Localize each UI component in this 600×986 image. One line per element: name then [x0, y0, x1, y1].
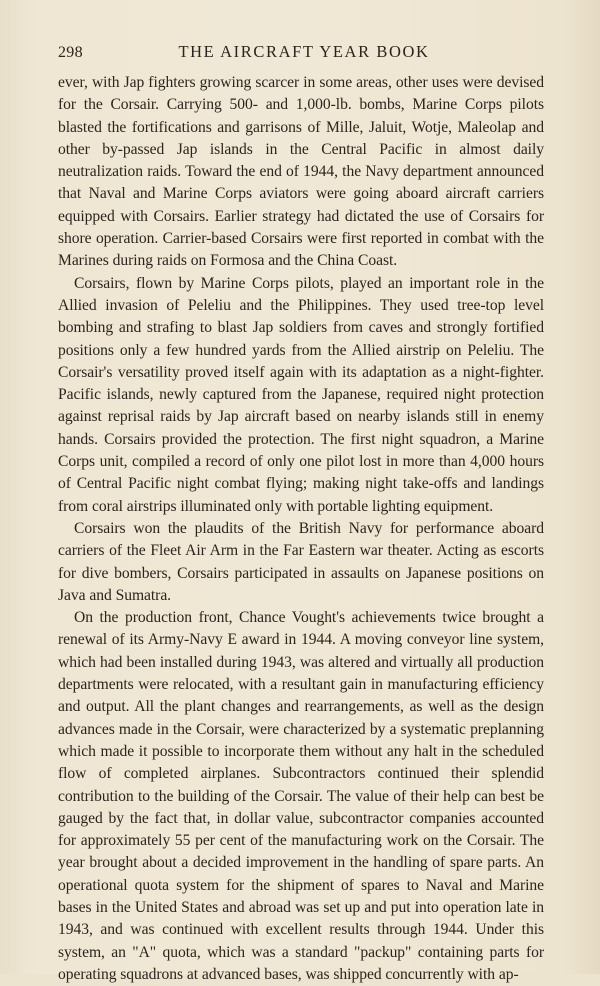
paragraph-british-navy: Corsairs won the plaudits of the British Navy for performance aboard carriers of the Fleet Air Arm in the Far Eastern war theater. Acting as escorts for dive bombers, Corsairs participated in assaults on Japanese positions on Java and Sumatra.: [58, 519, 544, 604]
paragraph-peleliu: Corsairs, flown by Marine Corps pilots, played an important role in the Allied invasion of Peleliu and the Philippines. They used tree-top level bombing and strafing to blast Jap soldiers from caves and strongly fortified positions only a few hundred yards from the Allied airstrip on Peleliu. The Corsair's versatility proved itself again with its adaptation as a night-fighter. Pacific islands, newly captured from the Japanese, required night protection against reprisal raids by Jap aircraft based on nearby islands still in enemy hands. Corsairs provided the protection. The first night squadron, a Marine Corps unit, compiled a record of only one pilot lost in more than 4,000 hours of Central Pacific night combat flying; making night take-offs and landings from coral airstrips illuminated only with portable lighting equipment.: [58, 274, 544, 515]
paragraph-production: On the production front, Chance Vought's achievements twice brought a renewal of its Army-Navy E award in 1944. A moving conveyor line system, which had been installed during 1943, was altered and virtually all production departments were relocated, with a resultant gain in manufacturing efficiency and output. All the plant changes and rearrangements, as well as the design advances made in the Corsair, were characterized by a systematic preplanning which made it possible to incorporate them without any halt in the scheduled flow of completed airplanes. Subcontractors continued their splendid contribution to the building of the Corsair. The value of their help can best be gauged by the fact that, in dollar value, subcontractor companies accounted for approximately 55 per cent of the manufacturing work on the Corsair. The year brought about a decided improvement in the handling of spare parts. An operational quota system for the shipment of spares to Naval and Marine bases in the United States and abroad was set up and put into operation late in 1943, and was continued with excellent results through 1944. Under this system, an "A" quota, which was a standard "packup" containing parts for operating squadrons at advanced bases, was shipped concurrently with ap-: [58, 609, 544, 983]
page-number: 298: [58, 44, 83, 61]
running-head: [58, 42, 544, 66]
paragraph-continued: ever, with Jap fighters growing scarcer in some areas, other uses were devised for the Corsair. Carrying 500- and 1,000-lb. bombs, Marine Corps pilots blasted the fortifications and garrisons of Mille, Jaluit, Wotje, Maleolap and other by-passed Jap islands in the Central Pacific in almost daily neutralization raids. Toward the end of 1944, the Navy department announced that Naval and Marine Corps aviators were going aboard aircraft carriers equipped with Corsairs. Earlier strategy had dictated the use of Corsairs for shore operation. Carrier-based Corsairs were first reported in combat with the Marines during raids on Formosa and the China Coast.: [58, 74, 544, 270]
body-text: [58, 72, 544, 986]
running-title: THE AIRCRAFT YEAR BOOK: [178, 42, 430, 61]
